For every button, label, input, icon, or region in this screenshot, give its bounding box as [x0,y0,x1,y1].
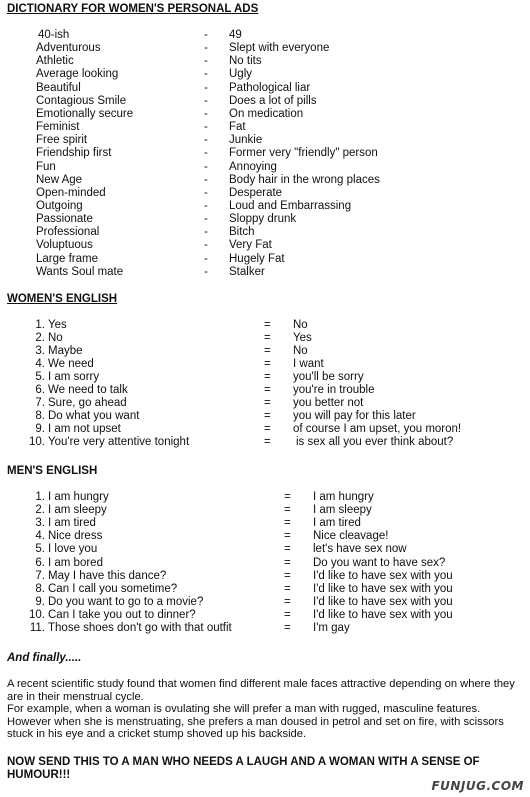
mens-english-row-separator: = [284,582,291,595]
womens-english-row-phrase: We need [48,358,94,370]
mens-english-row [0,570,530,583]
mens-english-row-number: 5. [35,543,45,556]
dictionary-term: Large frame [36,252,99,265]
womens-english-row-phrase: We need to talk [48,384,128,396]
womens-english-row-meaning: I want [293,358,324,370]
mens-english-row-separator: = [284,622,291,634]
womens-english-row-phrase: You're very attentive tonight [48,436,190,448]
dictionary-row [0,161,530,174]
womens-english-row-meaning: you'll be sorry [293,371,364,383]
womens-english-row-number: 3. [35,345,45,357]
dictionary-meaning: Pathological liar [229,81,311,94]
womens-english-row [0,319,530,332]
mens-english-row-number: 6. [35,556,45,569]
womens-english-row-meaning: you better not [293,397,364,409]
mens-english-row-meaning: I'd like to have sex with you [313,582,453,595]
mens-english-row-phrase: I am sleepy [48,504,107,517]
mens-english-row-number: 7. [35,569,45,582]
mens-english-row [0,530,530,543]
womens-english-row-phrase: I am not upset [48,423,121,435]
mens-english-row [0,543,530,556]
mens-english-row [0,557,530,570]
womens-english-row [0,397,530,410]
dictionary-term: Emotionally secure [36,107,134,120]
dictionary-meaning: Annoying [229,160,277,173]
dictionary-term: Feminist [36,121,80,134]
closing-message: NOW SEND THIS TO A MAN WHO NEEDS A LAUGH AND A WOMAN WITH A SENSE OF HUMOUR!!! [7,756,480,781]
womens-english-row [0,410,530,423]
womens-english-row [0,371,530,384]
dictionary-term: Beautiful [36,81,81,94]
mens-english-row-number: 2. [35,504,45,517]
mens-english-row-meaning: I am sleepy [313,504,372,517]
mens-english-row-separator: = [284,569,291,582]
womens-english-row-phrase: I am sorry [48,371,100,383]
mens-english-row-phrase: I am hungry [48,491,109,503]
dictionary-meaning: Stalker [229,265,265,278]
womens-english-row-meaning: of course I am upset, you moron! [293,423,462,435]
dictionary-separator: - [204,121,208,134]
dictionary-row [0,253,530,266]
dictionary-separator: - [204,213,208,226]
dictionary-row [0,266,530,279]
womens-english-row [0,423,530,436]
womens-english-row-separator: = [264,423,271,435]
mens-english-row-number: 8. [35,582,45,595]
dictionary-term: 40-ish [38,29,70,41]
womens-english-row-separator: = [264,358,271,370]
study-paragraph: A recent scientific study found that women find different male faces attractive depending on where they are in their menstrual cycle. [7,678,515,703]
mens-english-row-separator: = [284,608,291,621]
site-watermark: FUNJUG.COM [431,779,524,793]
mens-english-row [0,583,530,596]
dictionary-separator: - [204,29,208,41]
dictionary-row [0,42,530,55]
example-paragraph: For example, when a woman is ovulating she will prefer a man with rugged, masculine features. However when she is menstruating, she prefers a man doused in petrol and set on fire, with scissors stuck in his eye and a cricket stump shoved up his backside. [7,703,504,741]
womens-english-row-separator: = [264,384,271,396]
dictionary-row [0,213,530,226]
mens-english-row-separator: = [284,530,291,543]
mens-english-row-phrase: May I have this dance? [48,569,167,582]
womens-english-row [0,332,530,345]
dictionary-separator: - [204,55,208,68]
mens-english-row [0,517,530,530]
dictionary-row [0,200,530,213]
dictionary-term: Free spirit [36,134,88,147]
mens-english-row-meaning: Do you want to have sex? [313,556,446,569]
mens-english-row-phrase: I love you [48,543,98,556]
womens-english-row-number: 9. [35,423,45,435]
womens-english-row-number: 6. [35,384,45,396]
dictionary-term: Voluptuous [36,239,93,252]
womens-english-row-phrase: Yes [48,319,67,331]
dictionary-meaning: Very Fat [229,239,272,252]
dictionary-meaning: Sloppy drunk [229,213,297,226]
dictionary-separator: - [204,81,208,94]
dictionary-meaning: Does a lot of pills [229,94,317,107]
mens-english-row-phrase: Do you want to go to a movie? [48,595,204,608]
dictionary-meaning: Desperate [229,186,283,199]
mens-english-row [0,609,530,622]
dictionary-term: New Age [36,173,83,186]
womens-english-row-phrase: Sure, go ahead [48,397,127,409]
dictionary-meaning: Former very "friendly" person [229,147,378,160]
mens-english-row [0,622,530,635]
womens-english-row-meaning: is sex all you ever think about? [296,436,454,448]
dictionary-separator: - [204,265,208,278]
womens-english-row-separator: = [264,332,271,344]
mens-english-row-separator: = [284,491,291,503]
womens-english-row [0,436,530,449]
dictionary-heading: DICTIONARY FOR WOMEN'S PERSONAL ADS [7,3,259,15]
mens-english-row-number: 11. [29,622,45,634]
dictionary-separator: - [204,199,208,212]
dictionary-separator: - [204,173,208,186]
dictionary-separator: - [204,68,208,81]
dictionary-row [0,29,530,42]
womens-english-row-number: 5. [35,371,45,383]
mens-english-row-phrase: Nice dress [48,530,103,543]
womens-english-row-number: 8. [35,410,45,422]
womens-english-row-meaning: No [293,319,308,331]
dictionary-separator: - [204,134,208,147]
mens-english-row [0,504,530,517]
dictionary-row [0,95,530,108]
dictionary-meaning: Slept with everyone [229,42,330,55]
womens-english-row-number: 4. [35,358,45,370]
womens-english-row-meaning: you will pay for this later [293,410,416,422]
dictionary-term: Open-minded [36,186,106,199]
dictionary-meaning: No tits [229,55,262,68]
womens-english-row [0,345,530,358]
mens-english-row-separator: = [284,504,291,517]
dictionary-term: Friendship first [36,147,112,160]
womens-english-row-phrase: No [48,332,63,344]
dictionary-meaning: Bitch [229,226,255,239]
mens-english-row-phrase: Those shoes don't go with that outfit [48,622,232,634]
womens-english-row-meaning: No [293,345,308,357]
mens-english-row-separator: = [284,595,291,608]
dictionary-meaning: Loud and Embarrassing [229,199,352,212]
mens-english-row-meaning: I am tired [313,517,361,530]
dictionary-row [0,108,530,121]
dictionary-row [0,187,530,200]
womens-english-row-separator: = [264,436,271,448]
and-finally-heading: And finally..... [7,652,82,664]
mens-english-row-number: 9. [35,595,45,608]
womens-english-row-meaning: you're in trouble [293,384,375,396]
mens-english-row-number: 1. [35,491,45,503]
mens-english-row-phrase: I am bored [48,556,103,569]
dictionary-meaning: Fat [229,121,246,134]
dictionary-term: Outgoing [36,199,83,212]
dictionary-meaning: 49 [229,29,242,41]
womens-english-row-phrase: Maybe [48,345,83,357]
dictionary-meaning: Body hair in the wrong places [229,173,380,186]
dictionary-meaning: Hugely Fat [229,252,285,265]
womens-english-row-phrase: Do what you want [48,410,140,422]
mens-english-row [0,596,530,609]
dictionary-separator: - [204,42,208,55]
mens-english-row-separator: = [284,543,291,556]
dictionary-meaning: Ugly [229,68,253,81]
mens-english-row-meaning: Nice cleavage! [313,530,389,543]
mens-english-row-phrase: I am tired [48,517,96,530]
dictionary-row [0,134,530,147]
dictionary-term: Passionate [36,213,93,226]
dictionary-term: Athletic [36,55,74,68]
womens-english-row-number: 2. [35,332,45,344]
mens-english-row-number: 4. [35,530,45,543]
dictionary-term: Fun [36,160,56,173]
dictionary-row [0,82,530,95]
dictionary-row [0,174,530,187]
mens-english-row-meaning: I am hungry [313,491,374,503]
mens-english-row-meaning: let's have sex now [313,543,407,556]
dictionary-term: Wants Soul mate [36,265,124,278]
dictionary-term: Professional [36,226,100,239]
dictionary-separator: - [204,186,208,199]
mens-english-row-meaning: I'd like to have sex with you [313,595,453,608]
dictionary-separator: - [204,226,208,239]
womens-english-row-meaning: Yes [293,332,312,344]
dictionary-meaning: On medication [229,107,304,120]
mens-english-row-phrase: Can I take you out to dinner? [48,608,196,621]
dictionary-row [0,55,530,68]
womens-english-row-number: 10. [29,436,45,448]
mens-english-row-number: 3. [35,517,45,530]
mens-english-row-separator: = [284,556,291,569]
dictionary-separator: - [204,252,208,265]
mens-english-row-meaning: I'd like to have sex with you [313,569,453,582]
womens-english-row-separator: = [264,319,271,331]
mens-english-row-meaning: I'm gay [313,622,350,634]
womens-english-row-number: 7. [35,397,45,409]
dictionary-separator: - [204,147,208,160]
dictionary-row [0,121,530,134]
dictionary-term: Contagious Smile [36,94,127,107]
mens-english-row [0,491,530,504]
dictionary-meaning: Junkie [229,134,263,147]
womens-english-row-separator: = [264,410,271,422]
mens-english-row-meaning: I'd like to have sex with you [313,608,453,621]
mens-english-row-number: 10. [29,608,45,621]
womens-english-heading: WOMEN'S ENGLISH [7,293,118,305]
womens-english-row-separator: = [264,397,271,409]
womens-english-row [0,358,530,371]
mens-english-row-separator: = [284,517,291,530]
dictionary-separator: - [204,94,208,107]
dictionary-term: Adventurous [36,42,101,55]
dictionary-row [0,68,530,81]
dictionary-term: Average looking [36,68,119,81]
dictionary-row [0,239,530,252]
dictionary-row [0,226,530,239]
womens-english-row-separator: = [264,371,271,383]
dictionary-separator: - [204,160,208,173]
dictionary-separator: - [204,107,208,120]
mens-english-row-phrase: Can I call you sometime? [48,582,178,595]
womens-english-row-separator: = [264,345,271,357]
womens-english-row-number: 1. [35,319,45,331]
mens-english-heading: MEN'S ENGLISH [7,465,98,477]
dictionary-separator: - [204,239,208,252]
womens-english-row [0,384,530,397]
dictionary-row [0,147,530,160]
